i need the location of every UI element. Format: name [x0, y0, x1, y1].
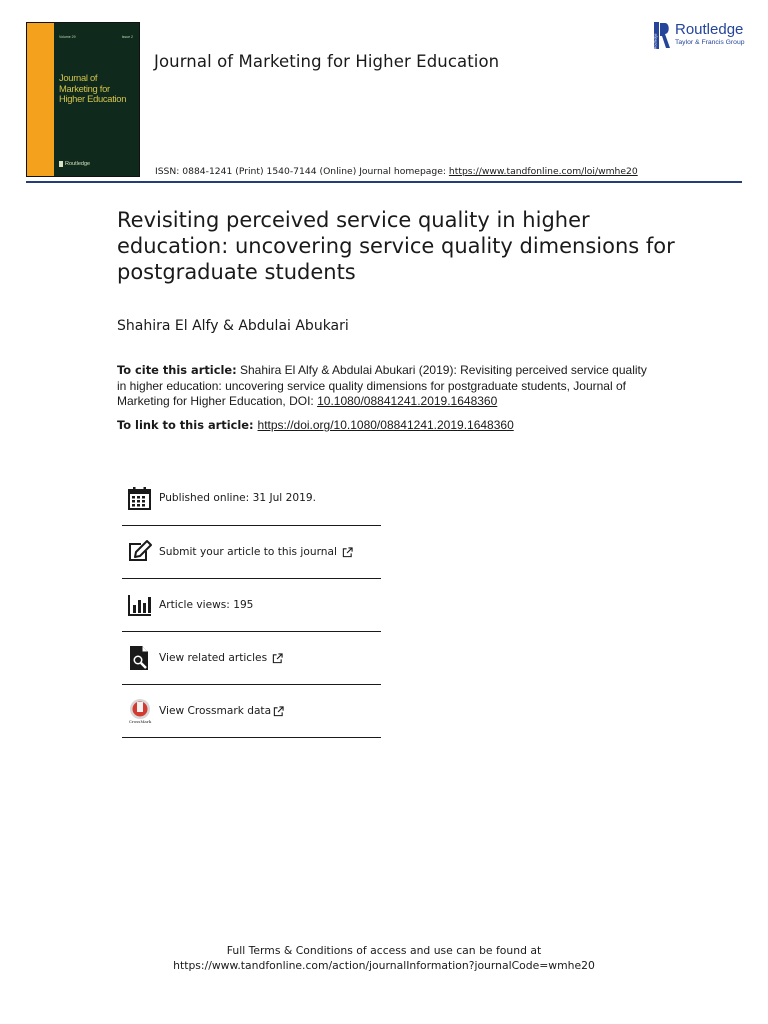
crossmark-icon-text: CrossMark	[128, 719, 152, 724]
calendar-icon	[127, 485, 153, 511]
issn-line	[155, 166, 638, 177]
submit-article-text	[159, 546, 353, 558]
brand-name: Routledge	[675, 21, 744, 38]
routledge-logo[interactable]	[654, 21, 754, 51]
external-link-icon	[273, 706, 284, 717]
article-authors: Shahira El Alfy & Abdulai Abukari	[117, 318, 349, 334]
citation-text: Shahira El Alfy & Abdulai Abukari (2019): Revisiting perceived service quality in higher education: uncovering service quality dimensions for postgraduate students, Journal of Marketing for Higher Education, DOI:	[117, 363, 647, 409]
cover-volume: Volume 29	[59, 35, 76, 39]
cover-publisher-name: Routledge	[65, 161, 91, 167]
routledge-r-icon	[654, 22, 671, 49]
citation-label: To cite this article:	[117, 363, 237, 377]
terms-footer-line1: Full Terms & Conditions of access and use can be found at	[226, 944, 542, 957]
related-articles-item[interactable]	[122, 632, 381, 685]
published-online-item	[122, 470, 381, 526]
crossmark-item[interactable]	[122, 685, 381, 738]
citation-block	[117, 363, 657, 410]
issn-text: ISSN: 0884-1241 (Print) 1540-7144 (Online) Journal homepage:	[155, 166, 449, 177]
cover-publisher-mark	[59, 161, 63, 167]
article-views-item	[122, 579, 381, 632]
journal-homepage-link[interactable]: https://www.tandfonline.com/loi/wmhe20	[448, 166, 638, 177]
cover-stripe	[27, 23, 54, 176]
terms-footer	[0, 943, 768, 973]
submit-article-item[interactable]	[122, 526, 381, 579]
published-online-label: Published online: 31 Jul 2019.	[159, 491, 316, 504]
crossmark-label: View Crossmark data	[159, 705, 272, 717]
cover-publisher	[59, 161, 90, 167]
crossmark-text	[159, 705, 284, 717]
brand-subtitle: Taylor & Francis Group	[675, 39, 745, 46]
related-articles-text	[159, 652, 283, 664]
crossmark-icon	[127, 698, 153, 724]
article-title: Revisiting perceived service quality in higher education: uncovering service quality dimensions for postgraduate students	[117, 208, 675, 284]
external-link-icon	[272, 653, 283, 664]
article-doi-url-link[interactable]: https://doi.org/10.1080/08841241.2019.1648360	[257, 418, 514, 432]
article-link-label: To link to this article:	[117, 418, 258, 432]
citation-doi-link[interactable]: 10.1080/08841241.2019.1648360	[317, 394, 498, 409]
related-articles-label: View related articles	[159, 652, 268, 664]
submit-article-label: Submit your article to this journal	[159, 546, 337, 558]
journal-cover-image	[26, 22, 140, 177]
external-link-icon	[342, 547, 353, 558]
edit-icon	[127, 539, 153, 565]
header-divider	[26, 181, 742, 183]
terms-footer-url[interactable]: https://www.tandfonline.com/action/journalInformation?journalCode=wmhe20	[173, 959, 595, 972]
cover-issue: Issue 2	[121, 35, 133, 39]
cover-title: Journal of Marketing for Higher Education	[59, 72, 127, 105]
article-link-line	[117, 418, 514, 432]
document-search-icon	[127, 645, 153, 671]
article-views-label: Article views: 195	[159, 599, 254, 611]
bar-chart-icon	[127, 592, 153, 618]
cover-top-line	[59, 35, 133, 39]
journal-title: Journal of Marketing for Higher Education	[154, 52, 500, 71]
article-info-list	[122, 470, 381, 738]
routledge-vertical-text: Routledge	[653, 33, 658, 49]
